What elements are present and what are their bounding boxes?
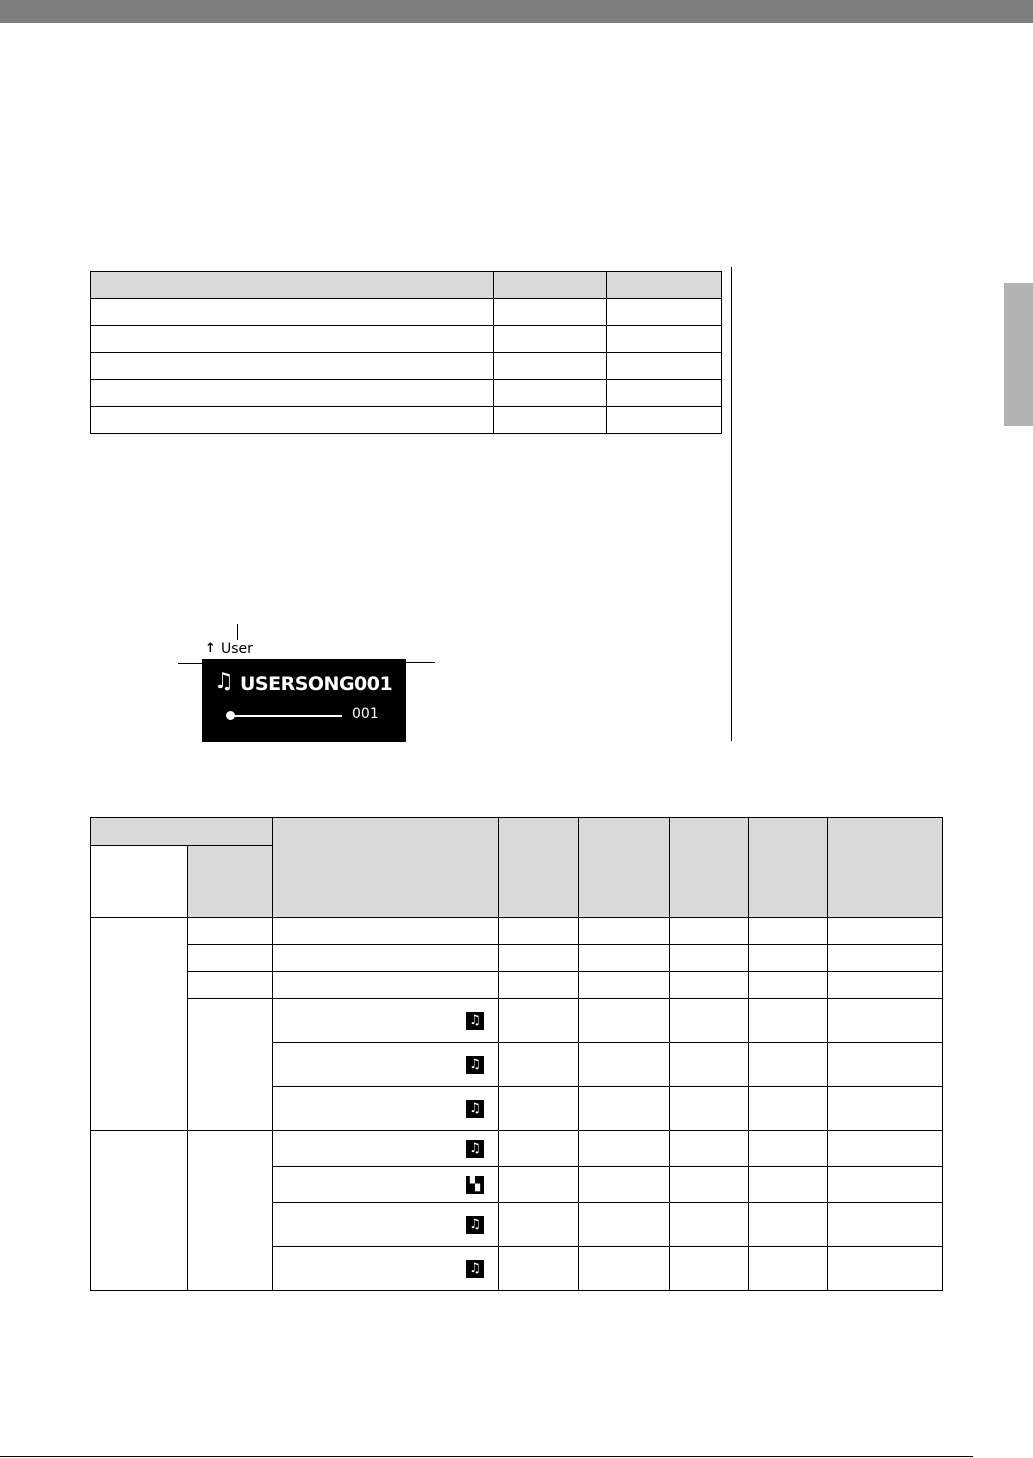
- top-bar: [0, 0, 1033, 23]
- midi-song-icon: ♫: [466, 1056, 484, 1074]
- table-row: [91, 1131, 943, 1167]
- table-row: [91, 407, 722, 434]
- table-row: [91, 326, 722, 353]
- vertical-rule: [731, 267, 732, 741]
- table-row: [91, 972, 943, 999]
- midi-song-icon: ♫: [466, 1260, 484, 1278]
- table-row: [91, 999, 943, 1043]
- midi-song-icon: ♫: [466, 1012, 484, 1030]
- up-arrow-icon: ↑: [205, 641, 216, 656]
- lcd-song-name: USERSONG001: [240, 673, 393, 695]
- lcd-header: [202, 640, 406, 659]
- table-row: [91, 299, 722, 326]
- table-row: [91, 918, 943, 945]
- lcd-display: [202, 640, 406, 742]
- lcd-song-number: 001: [352, 706, 379, 722]
- audio-song-icon: ▚: [466, 1176, 484, 1194]
- progress-track: [230, 715, 342, 717]
- midi-song-icon: ♫: [466, 1100, 484, 1118]
- song-category-table: [90, 271, 722, 434]
- lcd-category: User: [221, 641, 253, 657]
- table-header-row: [91, 272, 722, 299]
- table-row: [91, 945, 943, 972]
- table-row: [91, 353, 722, 380]
- footer-rule: [0, 1456, 973, 1457]
- side-tab: [1004, 283, 1033, 426]
- progress-knob: [226, 711, 235, 720]
- midi-song-icon: ♫: [466, 1140, 484, 1158]
- song-format-table: [90, 817, 943, 1291]
- note-icon: ♫: [214, 669, 234, 694]
- table-row: [91, 380, 722, 407]
- midi-song-icon: ♫: [466, 1216, 484, 1234]
- table-header-row: [91, 818, 943, 846]
